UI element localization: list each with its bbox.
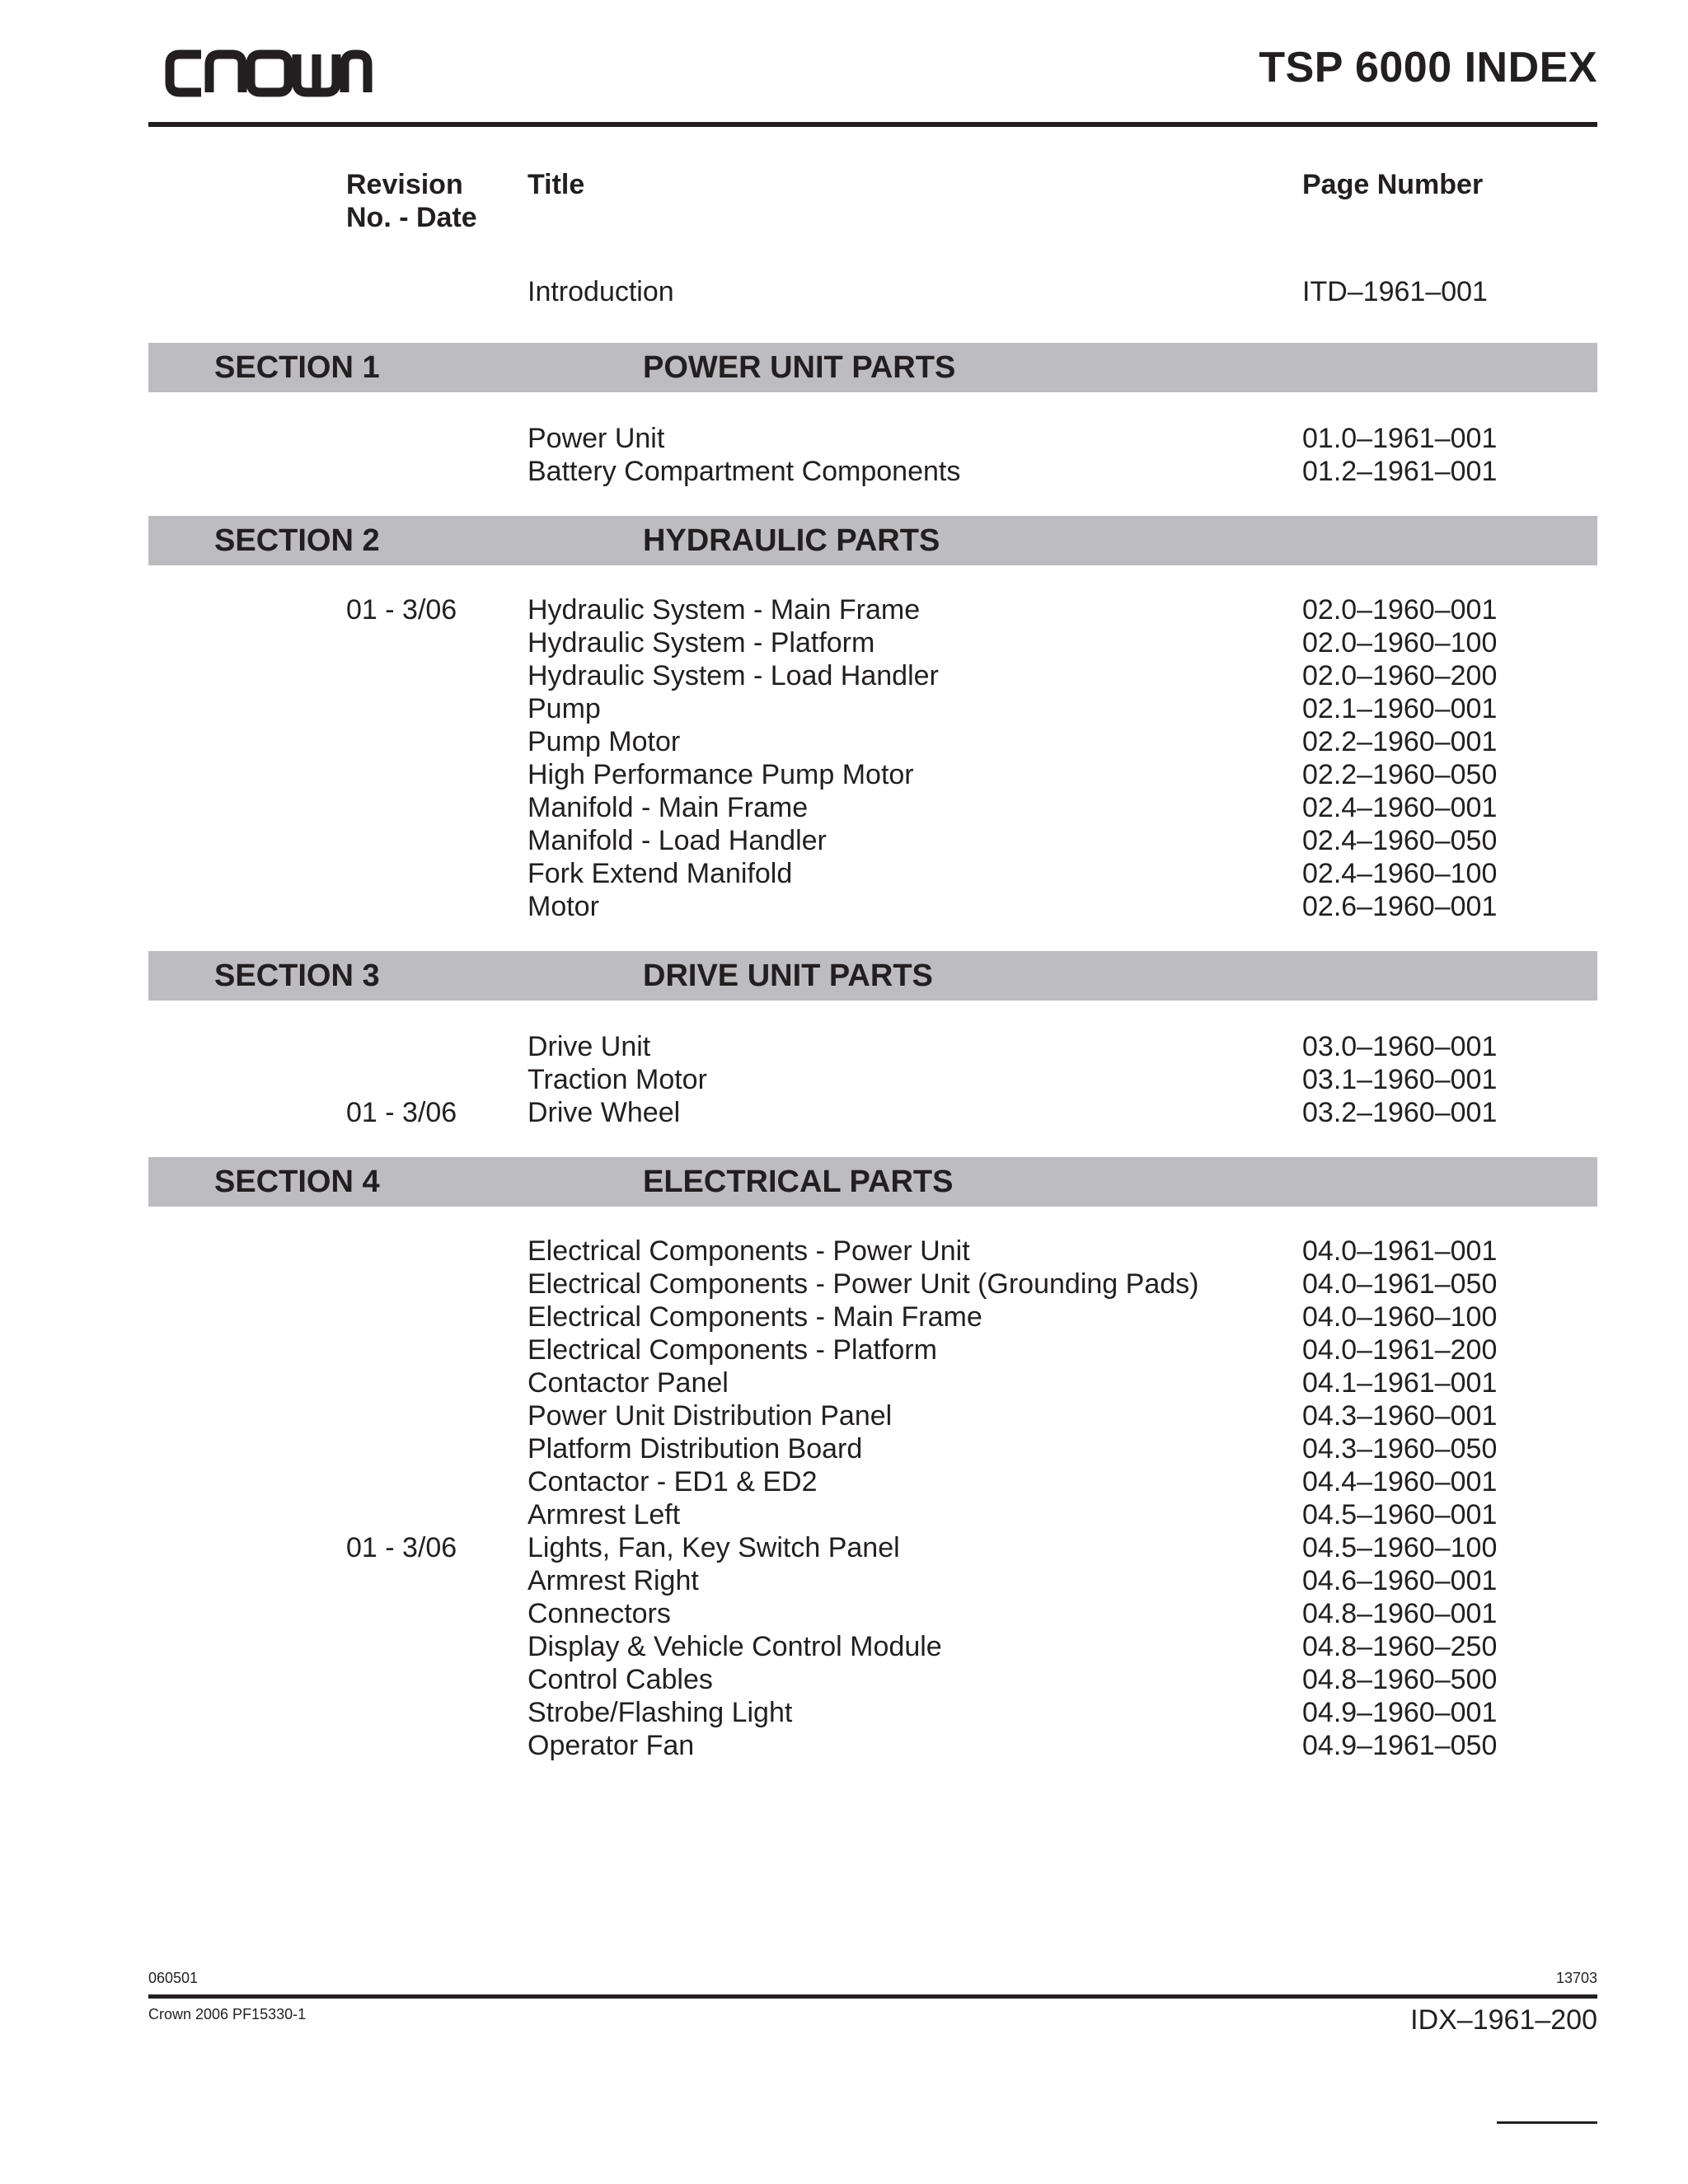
footer-copyright: Crown 2006 PF15330-1 — [148, 2006, 307, 2022]
entry-page: 04.5–1960–100 — [1302, 1532, 1498, 1563]
entry-title: Drive Unit — [528, 1031, 651, 1062]
header-rule — [148, 122, 1597, 127]
entry-page: 02.4–1960–050 — [1302, 825, 1498, 856]
entry-title: Electrical Components - Power Unit — [528, 1235, 970, 1267]
entry-page: 04.3–1960–001 — [1302, 1400, 1498, 1432]
entry-page: 04.0–1961–001 — [1302, 1235, 1498, 1267]
entry-page: 04.9–1960–001 — [1302, 1697, 1498, 1728]
footer-left-code: 060501 — [148, 1970, 199, 1986]
entry-page: 04.8–1960–500 — [1302, 1664, 1498, 1695]
entry-page: 02.0–1960–001 — [1302, 594, 1498, 626]
table-row — [0, 1235, 1688, 1268]
table-row — [0, 1597, 1688, 1630]
entry-title: Electrical Components - Main Frame — [528, 1301, 982, 1333]
column-header-title: Title — [528, 169, 585, 200]
table-row — [0, 857, 1688, 890]
footer-page-id: IDX–1961–200 — [1410, 2004, 1597, 2036]
entry-title: Pump — [528, 693, 601, 724]
entry-title: Traction Motor — [528, 1064, 707, 1095]
entry-page: 01.2–1961–001 — [1302, 456, 1498, 487]
table-row — [0, 1301, 1688, 1333]
entry-revision: 01 - 3/06 — [346, 594, 457, 626]
entry-title: Display & Vehicle Control Module — [528, 1631, 942, 1662]
table-row — [0, 725, 1688, 758]
entry-title: Armrest Right — [528, 1565, 699, 1596]
table-row — [0, 1663, 1688, 1696]
entry-revision: 01 - 3/06 — [346, 1097, 457, 1128]
entry-title: Contactor Panel — [528, 1367, 729, 1399]
entry-title: Electrical Components - Platform — [528, 1334, 937, 1366]
entry-title: Strobe/Flashing Light — [528, 1697, 793, 1728]
entry-page: 02.0–1960–200 — [1302, 660, 1498, 691]
section-name: DRIVE UNIT PARTS — [643, 958, 933, 993]
entry-title: Pump Motor — [528, 726, 681, 757]
entry-page: 04.6–1960–001 — [1302, 1565, 1498, 1596]
entry-title: Control Cables — [528, 1664, 713, 1695]
entry-title: Manifold - Main Frame — [528, 792, 809, 823]
section-band — [148, 343, 1597, 392]
table-row — [0, 422, 1688, 455]
entry-revision: 01 - 3/06 — [346, 1532, 457, 1563]
section-number: SECTION 3 — [214, 958, 380, 993]
entry-page: 02.6–1960–001 — [1302, 891, 1498, 922]
end-mark-rule — [1497, 2121, 1597, 2124]
entry-page: 04.9–1961–050 — [1302, 1730, 1498, 1761]
entry-title: Drive Wheel — [528, 1097, 681, 1128]
section-name: ELECTRICAL PARTS — [643, 1165, 954, 1199]
entry-title: Fork Extend Manifold — [528, 858, 793, 889]
crown-logo — [163, 46, 374, 101]
table-row — [0, 1030, 1688, 1063]
entry-title: Contactor - ED1 & ED2 — [528, 1466, 818, 1497]
entry-page: 04.0–1961–050 — [1302, 1268, 1498, 1300]
intro-row — [0, 275, 1688, 308]
entry-title: Platform Distribution Board — [528, 1433, 863, 1465]
table-row — [0, 1432, 1688, 1465]
table-row — [0, 1564, 1688, 1597]
table-row — [0, 1465, 1688, 1498]
entry-page: 04.1–1961–001 — [1302, 1367, 1498, 1399]
table-row — [0, 1366, 1688, 1399]
table-row — [0, 1333, 1688, 1366]
footer-rule — [148, 1994, 1597, 1999]
section-name: HYDRAULIC PARTS — [643, 523, 940, 558]
entry-title: Operator Fan — [528, 1730, 695, 1761]
entry-page: 04.5–1960–001 — [1302, 1499, 1498, 1530]
table-row — [0, 1696, 1688, 1729]
entry-page: 02.2–1960–001 — [1302, 726, 1498, 757]
entry-page: 02.4–1960–001 — [1302, 792, 1498, 823]
entry-page: 04.4–1960–001 — [1302, 1466, 1498, 1497]
section-name: POWER UNIT PARTS — [643, 350, 956, 385]
entry-page: 04.0–1961–200 — [1302, 1334, 1498, 1366]
table-row — [0, 455, 1688, 488]
entry-title: Manifold - Load Handler — [528, 825, 827, 856]
table-row — [0, 593, 1688, 626]
entry-page: 04.0–1960–100 — [1302, 1301, 1498, 1333]
entry-title: Lights, Fan, Key Switch Panel — [528, 1532, 900, 1563]
entry-title: Electrical Components - Power Unit (Grounding Pads) — [528, 1268, 1199, 1300]
table-row — [0, 1498, 1688, 1531]
entry-page: 04.8–1960–250 — [1302, 1631, 1498, 1662]
footer-right-code: 13703 — [1555, 1970, 1597, 1986]
entry-page: 04.8–1960–001 — [1302, 1598, 1498, 1629]
entry-title: Power Unit — [528, 423, 665, 454]
entry-title: Hydraulic System - Load Handler — [528, 660, 939, 691]
table-row — [0, 1399, 1688, 1432]
section-number: SECTION 1 — [214, 350, 380, 385]
entry-title: Armrest Left — [528, 1499, 681, 1530]
entry-page: 02.2–1960–050 — [1302, 759, 1498, 790]
entry-page: 03.1–1960–001 — [1302, 1064, 1498, 1095]
table-row — [0, 791, 1688, 824]
entry-title: Hydraulic System - Main Frame — [528, 594, 921, 626]
entry-page: ITD–1961–001 — [1302, 276, 1488, 307]
table-row — [0, 626, 1688, 659]
table-row — [0, 692, 1688, 725]
entry-title: Hydraulic System - Platform — [528, 627, 875, 658]
column-header-page-number: Page Number — [1302, 169, 1484, 200]
entry-title: Power Unit Distribution Panel — [528, 1400, 893, 1432]
entry-page: 02.4–1960–100 — [1302, 858, 1498, 889]
column-header-revision: Revision No. - Date — [346, 169, 477, 233]
table-row — [0, 1063, 1688, 1096]
entry-page: 02.1–1960–001 — [1302, 693, 1498, 724]
entry-page: 04.3–1960–050 — [1302, 1433, 1498, 1465]
entry-page: 03.0–1960–001 — [1302, 1031, 1498, 1062]
entry-title: Introduction — [528, 276, 674, 307]
table-row — [0, 1096, 1688, 1129]
section-number: SECTION 2 — [214, 523, 380, 558]
entry-title: Battery Compartment Components — [528, 456, 961, 487]
section-band — [148, 951, 1597, 1001]
table-row — [0, 824, 1688, 857]
entry-title: Motor — [528, 891, 599, 922]
section-band — [148, 516, 1597, 565]
entry-page: 02.0–1960–100 — [1302, 627, 1498, 658]
table-row — [0, 890, 1688, 923]
entry-title: High Performance Pump Motor — [528, 759, 914, 790]
table-row — [0, 1630, 1688, 1663]
entry-title: Connectors — [528, 1598, 671, 1629]
entry-page: 01.0–1961–001 — [1302, 423, 1498, 454]
table-row — [0, 1268, 1688, 1301]
entry-page: 03.2–1960–001 — [1302, 1097, 1498, 1128]
section-band — [148, 1157, 1597, 1207]
section-number: SECTION 4 — [214, 1165, 380, 1199]
document-title: TSP 6000 INDEX — [1259, 44, 1597, 91]
table-row — [0, 659, 1688, 692]
table-row — [0, 1531, 1688, 1564]
table-row — [0, 1729, 1688, 1762]
table-row — [0, 758, 1688, 791]
